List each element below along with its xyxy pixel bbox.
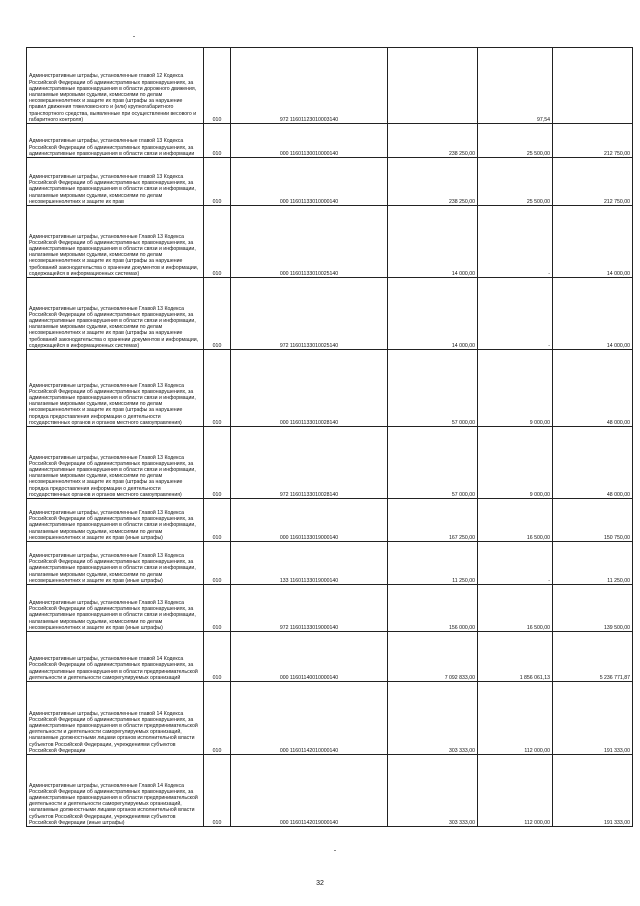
row-line-code: 010	[204, 755, 231, 827]
row-line-code: 010	[204, 427, 231, 499]
row-approved-amount	[388, 48, 478, 124]
table-row	[27, 755, 633, 827]
row-line-code: 010	[204, 632, 231, 682]
row-approved-amount: 238 250,00	[388, 158, 478, 206]
table-row	[27, 585, 633, 632]
row-name: Административные штрафы, установленные Главой 13 Кодекса Российской Федерации об административных правонарушениях, за административные правонарушения в области связи и информации, налагаемые мировыми судьями, комиссиями по делам несовершеннолетних и защите их прав (штрафы за нарушение требований законодательства о хранении документов и информации, содержащейся в информационных системах)	[27, 278, 204, 350]
page-number: 32	[316, 880, 324, 887]
row-unexecuted-amount: 5 236 771,87	[553, 632, 633, 682]
row-unexecuted-amount: 212 750,00	[553, 158, 633, 206]
row-name: Административные штрафы, установленные главой 13 Кодекса Российской Федерации об административных правонарушениях, за административные правонарушения в области связи и информации, налагаемые мировыми судьями, комиссиями по делам несовершеннолетних и защите их прав	[27, 158, 204, 206]
row-executed-amount: 25 500,00	[478, 158, 553, 206]
table-row	[27, 206, 633, 278]
row-unexecuted-amount	[553, 48, 633, 124]
row-name: Административные штрафы, установленные главой 13 Кодекса Российской Федерации об административных правонарушениях, за административные правонарушения в области связи и информации	[27, 124, 204, 158]
row-budget-code: 000 11601133019000140	[231, 499, 388, 542]
row-line-code: 010	[204, 206, 231, 278]
row-name: Административные штрафы, установленные Главой 13 Кодекса Российской Федерации об административных правонарушениях, за административные правонарушения в области связи и информации, налагаемые мировыми судьями, комиссиями по делам несовершеннолетних и защите их прав (штрафы за нарушение порядка предоставления информации о деятельности государственных органов и органов местного самоуправления)	[27, 350, 204, 427]
table-row	[27, 427, 633, 499]
row-approved-amount: 7 092 833,00	[388, 632, 478, 682]
row-unexecuted-amount: 191 333,00	[553, 682, 633, 755]
row-approved-amount: 303 333,00	[388, 755, 478, 827]
row-name: Административные штрафы, установленные главой 14 Кодекса Российской Федерации об административных правонарушениях, за административные правонарушения в области предпринимательской деятельности и деятельности саморегулируемых организаций, налагаемые должностными лицами органов исполнительной власти субъектов Российской Федерации, учреждениями субъектов Российской Федерации	[27, 682, 204, 755]
table-row	[27, 682, 633, 755]
row-unexecuted-amount: 11 250,00	[553, 542, 633, 585]
table-row	[27, 124, 633, 158]
row-executed-amount: 112 000,00	[478, 755, 553, 827]
row-line-code: 010	[204, 542, 231, 585]
row-budget-code: 972 11601133010025140	[231, 278, 388, 350]
row-name: Административные штрафы, установленные главой 12 Кодекса Российской Федерации об административных правонарушениях, за административные правонарушения в области дорожного движения, налагаемые мировыми судьями, комиссиями по делам несовершеннолетних и защите их прав (штрафы за нарушение правил движения тяжеловесного и (или) крупногабаритного транспортного средства, выявленные при осуществлении весового и габаритного контроля)	[27, 48, 204, 124]
row-approved-amount: 14 000,00	[388, 206, 478, 278]
table-row	[27, 542, 633, 585]
table-row	[27, 48, 633, 124]
row-executed-amount: 16 500,00	[478, 499, 553, 542]
table-row	[27, 632, 633, 682]
row-approved-amount: 57 000,00	[388, 427, 478, 499]
row-executed-amount: 25 500,00	[478, 124, 553, 158]
row-executed-amount: 112 000,00	[478, 682, 553, 755]
row-unexecuted-amount: 14 000,00	[553, 206, 633, 278]
row-budget-code: 000 11601142010000140	[231, 682, 388, 755]
scan-speck	[334, 850, 336, 851]
row-budget-code: 972 11601123010003140	[231, 48, 388, 124]
row-executed-amount: -	[478, 542, 553, 585]
table-row	[27, 350, 633, 427]
row-unexecuted-amount: 212 750,00	[553, 124, 633, 158]
row-budget-code: 972 11601133019000140	[231, 585, 388, 632]
row-budget-code: 000 11601140010000140	[231, 632, 388, 682]
row-executed-amount: 16 500,00	[478, 585, 553, 632]
row-approved-amount: 14 000,00	[388, 278, 478, 350]
row-line-code: 010	[204, 278, 231, 350]
row-executed-amount: 9 000,00	[478, 427, 553, 499]
table-row	[27, 278, 633, 350]
row-line-code: 010	[204, 682, 231, 755]
row-name: Административные штрафы, установленные Главой 13 Кодекса Российской Федерации об административных правонарушениях, за административные правонарушения в области связи и информации, налагаемые мировыми судьями, комиссиями по делам несовершеннолетних и защите их прав (штрафы за нарушение требований законодательства о хранении документов и информации, содержащейся в информационных системах)	[27, 206, 204, 278]
revenue-table	[26, 47, 633, 827]
row-line-code: 010	[204, 499, 231, 542]
row-executed-amount: -	[478, 206, 553, 278]
row-name: Административные штрафы, установленные Главой 13 Кодекса Российской Федерации об административных правонарушениях, за административные правонарушения в области связи и информации, налагаемые мировыми судьями, комиссиями по делам несовершеннолетних и защите их прав (иные штрафы)	[27, 585, 204, 632]
row-name: Административные штрафы, установленные главой 14 Кодекса Российской Федерации об административных правонарушениях, за административные правонарушения в области предпринимательской деятельности и деятельности саморегулируемых организаций	[27, 632, 204, 682]
table-row	[27, 158, 633, 206]
row-approved-amount: 156 000,00	[388, 585, 478, 632]
row-budget-code: 000 11601133010028140	[231, 350, 388, 427]
row-executed-amount: 1 856 061,13	[478, 632, 553, 682]
row-budget-code: 000 11601133010025140	[231, 206, 388, 278]
row-approved-amount: 238 250,00	[388, 124, 478, 158]
row-approved-amount: 303 333,00	[388, 682, 478, 755]
row-unexecuted-amount: 48 000,00	[553, 350, 633, 427]
row-approved-amount: 57 000,00	[388, 350, 478, 427]
row-unexecuted-amount: 14 000,00	[553, 278, 633, 350]
table-row	[27, 499, 633, 542]
row-name: Административные штрафы, установленные Главой 13 Кодекса Российской Федерации об административных правонарушениях, за административные правонарушения в области связи и информации, налагаемые мировыми судьями, комиссиями по делам несовершеннолетних и защите их прав (иные штрафы)	[27, 542, 204, 585]
row-line-code: 010	[204, 48, 231, 124]
row-name: Административные штрафы, установленные Главой 13 Кодекса Российской Федерации об административных правонарушениях, за административные правонарушения в области связи и информации, налагаемые мировыми судьями, комиссиями по делам несовершеннолетних и защите их прав (штрафы за нарушение порядка предоставления информации о деятельности государственных органов и органов местного самоуправления)	[27, 427, 204, 499]
row-executed-amount: 97,54	[478, 48, 553, 124]
row-budget-code: 000 11601142019000140	[231, 755, 388, 827]
row-unexecuted-amount: 150 750,00	[553, 499, 633, 542]
row-budget-code: 972 11601133010028140	[231, 427, 388, 499]
row-budget-code: 000 11601133010000140	[231, 158, 388, 206]
row-budget-code: 000 11601130010000140	[231, 124, 388, 158]
row-line-code: 010	[204, 124, 231, 158]
row-unexecuted-amount: 48 000,00	[553, 427, 633, 499]
row-line-code: 010	[204, 350, 231, 427]
row-name: Административные штрафы, установленные Главой 13 Кодекса Российской Федерации об административных правонарушениях, за административные правонарушения в области связи и информации, налагаемые мировыми судьями, комиссиями по делам несовершеннолетних и защите их прав (иные штрафы)	[27, 499, 204, 542]
scan-speck	[133, 36, 135, 37]
row-budget-code: 133 11601133019000140	[231, 542, 388, 585]
row-executed-amount: -	[478, 278, 553, 350]
row-unexecuted-amount: 139 500,00	[553, 585, 633, 632]
row-approved-amount: 167 250,00	[388, 499, 478, 542]
row-line-code: 010	[204, 585, 231, 632]
row-executed-amount: 9 000,00	[478, 350, 553, 427]
row-approved-amount: 11 250,00	[388, 542, 478, 585]
row-name: Административные штрафы, установленные Главой 14 Кодекса Российской Федерации об административных правонарушениях, за административные правонарушения в области предпринимательской деятельности и деятельности саморегулируемых организаций, налагаемые должностными лицами органов исполнительной власти субъектов Российской Федерации, учреждениями субъектов Российской Федерации (иные штрафы)	[27, 755, 204, 827]
row-unexecuted-amount: 191 333,00	[553, 755, 633, 827]
row-line-code: 010	[204, 158, 231, 206]
